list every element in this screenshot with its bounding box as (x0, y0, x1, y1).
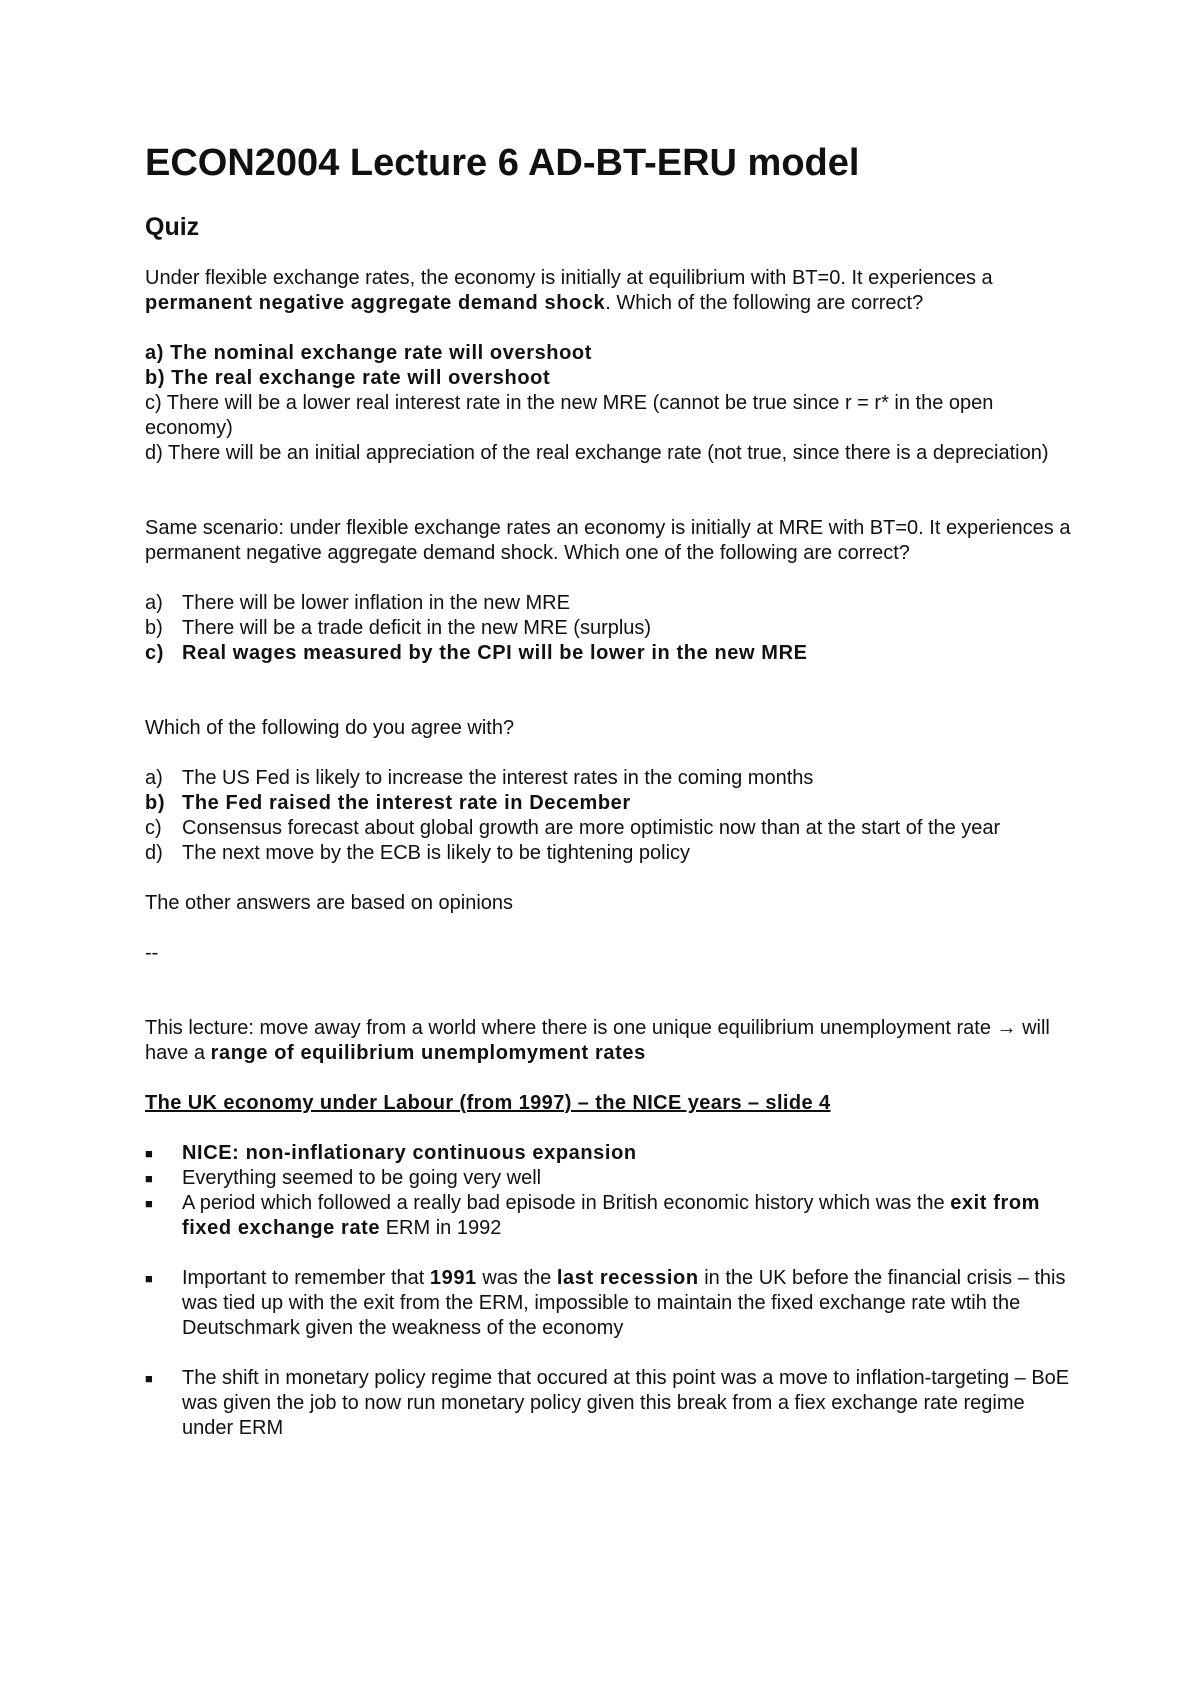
quiz-heading: Quiz (145, 213, 200, 241)
bullet-item: ■ Important to remember that 1991 was the last recession in the UK before the financial crisis – this was tied up with the exit from the ERM, impossible to maintain the fixed exchange rate wtih the Deutschmark given the weakness of the economy (145, 1267, 1066, 1339)
q3-options (145, 766, 1075, 866)
lecture-intro: This lecture: move away from a world where there is one unique equilibrium unemployment rate → will have a range of equilibrium unemplomyment rates (145, 1017, 1050, 1064)
q3-option-c: c) Consensus forecast about global growth are more optimistic now than at the start of the year (145, 817, 1001, 839)
square-bullet-icon: ■ (145, 1196, 153, 1211)
q2-option-b: b) There will be a trade deficit in the new MRE (surplus) (145, 617, 652, 639)
q2-option-a: a) There will be lower inflation in the new MRE (145, 592, 570, 614)
q3-option-a: a) The US Fed is likely to increase the interest rates in the coming months (145, 767, 814, 789)
q3-note: The other answers are based on opinions (145, 892, 514, 914)
q1-stem-part2: . Which of the following are correct? (605, 292, 924, 314)
q2-stem: Same scenario: under flexible exchange rates an economy is initially at MRE with BT=0. It experiences a permanent negative aggregate demand shock. Which one of the following are correct? (145, 517, 1071, 564)
q1-option-d: d) There will be an initial appreciation of the real exchange rate (not true, since there is a depreciation) (145, 442, 1049, 464)
bullet-item: ■ NICE: non-inflationary continuous expansion (145, 1142, 637, 1164)
bullet-item: ■ Everything seemed to be going very well (145, 1167, 542, 1189)
separator: -- (145, 942, 159, 964)
q1-option-c: c) There will be a lower real interest rate in the new MRE (cannot be true since r = r* in the open economy) (145, 392, 994, 439)
square-bullet-icon: ■ (145, 1146, 153, 1161)
bullet-list-3 (145, 1366, 1075, 1441)
document-title: ECON2004 Lecture 6 AD-BT-ERU model (145, 142, 860, 184)
square-bullet-icon: ■ (145, 1171, 153, 1186)
q1-stem (145, 266, 1075, 316)
q2-option-c: c) Real wages measured by the CPI will be lower in the new MRE (145, 642, 808, 664)
q1-option-b: b) The real exchange rate will overshoot (145, 367, 551, 389)
square-bullet-icon: ■ (145, 1271, 153, 1286)
bullet-list (145, 1141, 1075, 1241)
document-page (145, 140, 1075, 1441)
section-heading: The UK economy under Labour (from 1997) – the NICE years – slide 4 (145, 1092, 831, 1114)
q1-stem-part1: Under flexible exchange rates, the economy is initially at equilibrium with BT=0. It experiences a (145, 267, 993, 289)
q1-stem-bold: permanent negative aggregate demand shock (145, 292, 606, 314)
bullet-list-2 (145, 1266, 1075, 1341)
right-arrow-icon: → (996, 1017, 1017, 1039)
q2-options (145, 591, 1075, 666)
q3-option-b: b) The Fed raised the interest rate in December (145, 792, 631, 814)
q3-option-d: d) The next move by the ECB is likely to be tightening policy (145, 842, 691, 864)
square-bullet-icon: ■ (145, 1371, 153, 1386)
q3-stem: Which of the following do you agree with? (145, 717, 515, 739)
q1-option-a: a) The nominal exchange rate will overshoot (145, 342, 593, 364)
bullet-item: ■ A period which followed a really bad episode in British economic history which was the exit from fixed exchange rate ERM in 1992 (145, 1192, 1041, 1239)
bullet-item: ■ The shift in monetary policy regime that occured at this point was a move to inflation-targeting – BoE was given the job to now run monetary policy given this break from a fiex exchange rate regime under ERM (145, 1367, 1070, 1439)
